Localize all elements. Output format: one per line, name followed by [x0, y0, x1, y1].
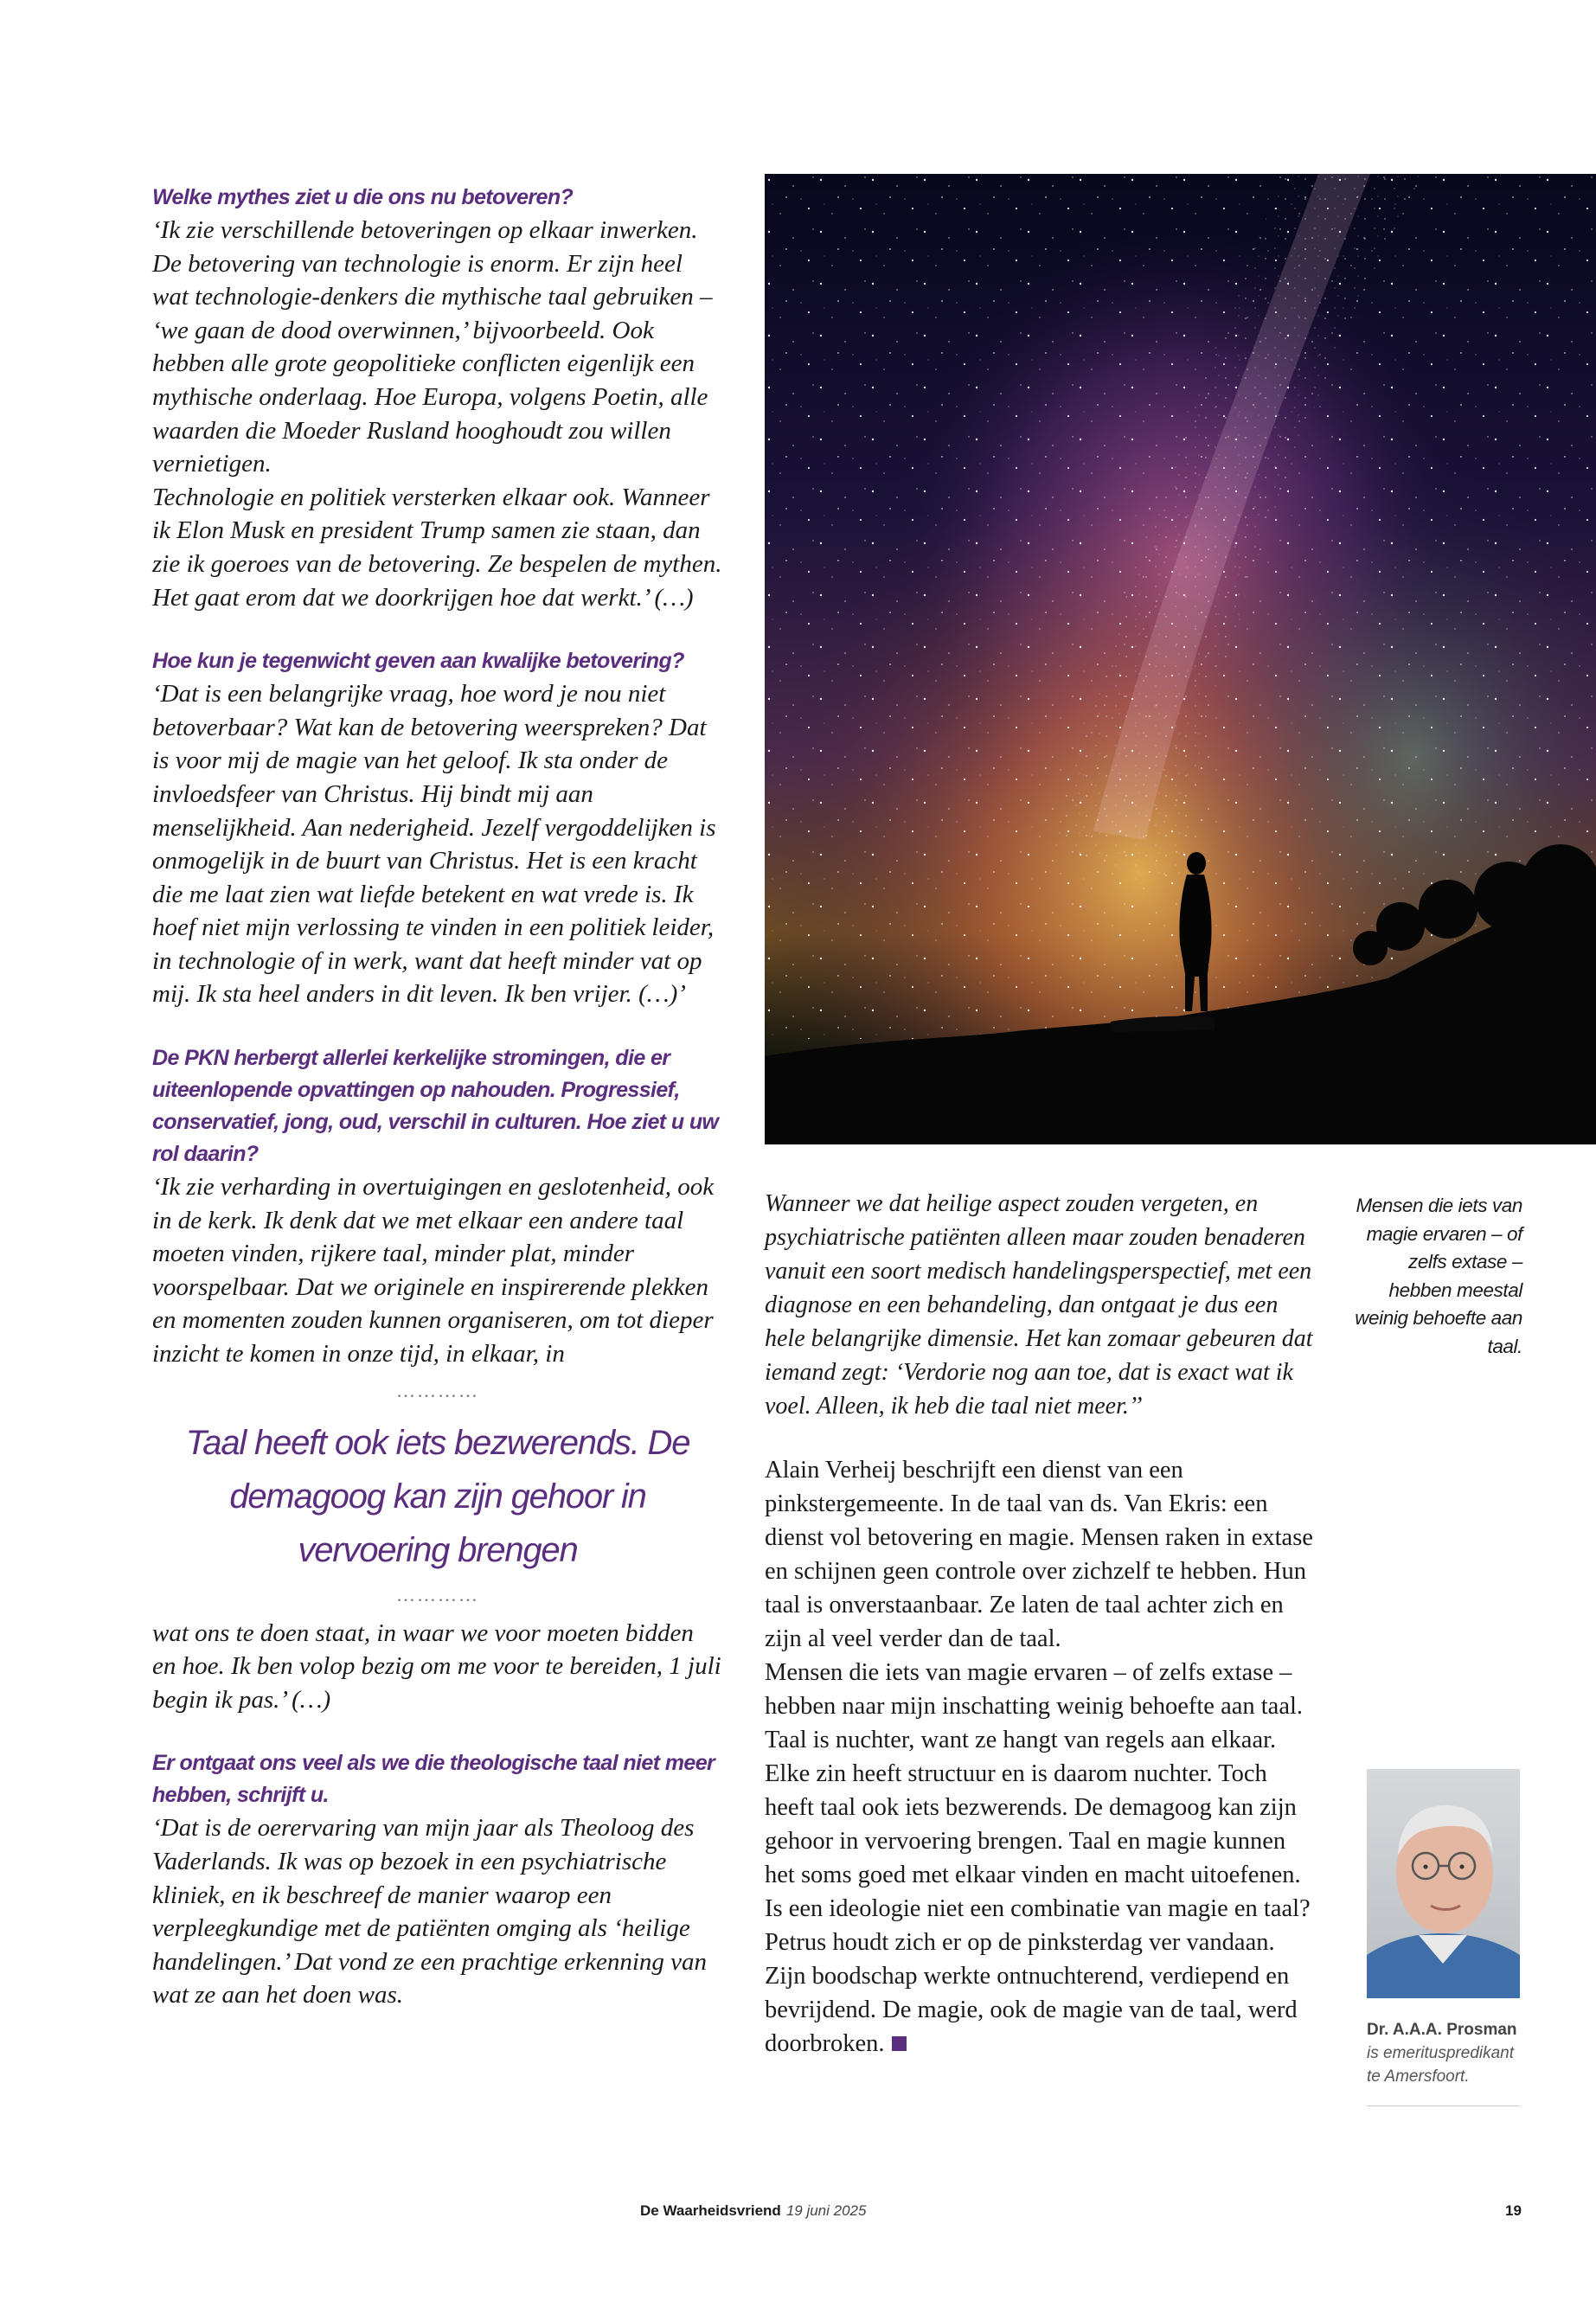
answer-3-continued: wat ons te doen staat, in waar we voor moeten bidden en hoe. Ik ben volop bezig om me voor te bereiden, 1 juli begin ik pas.’ (…): [152, 1618, 721, 1714]
author-portrait: [1367, 1769, 1520, 1998]
pull-quote-dots-top: …………: [396, 1379, 479, 1401]
footer-publication-line: [640, 2202, 866, 2220]
author-name: Dr. A.A.A. Prosman: [1367, 2021, 1517, 2039]
question-2: Hoe kun je tegenwicht geven aan kwalijke betovering?: [152, 649, 684, 674]
publication-date: 19 juni 2025: [785, 2202, 867, 2219]
milky-way-photo: [765, 174, 1596, 1144]
body-paragraph-1: Alain Verheij beschrijft een dienst van een pinkstergemeente. In de taal van ds. Van Ekris: een dienst vol betovering en magie. Mensen raken in extase en schijnen geen controle over zichzelf te hebben. Hun taal is onverstaanbaar. Ze laten de taal achter zich en zijn al veel verder dan de taal.: [765, 1457, 1313, 1652]
left-column: [152, 182, 723, 2012]
answer-2: ‘Dat is een belangrijke vraag, hoe word je nou niet betoverbaar? Wat kan de betovering weerspreken? Dat is voor mij de magie van het geloof. Ik sta onder de invloedsfeer van Christus. Hij bindt mij aan menselijkheid. Aan nederigheid. Jezelf vergoddelijken is onmogelijk in de buurt van Christus. Het is een kracht die me laat zien wat liefde betekent en wat vrede is. Ik hoef niet mijn verlossing te vinden in een politiek leider, in technologie of in werk, want dat heeft minder vat op mij. Ik sta heel anders in dit leven. Ik ben vrijer. (…)’: [152, 680, 716, 1009]
author-role: is emerituspredikant te Amersfoort.: [1367, 2044, 1515, 2086]
page-number: 19: [1505, 2202, 1522, 2219]
middle-column: [765, 1187, 1318, 2061]
body-paragraph-3-text: Petrus houdt zich er op de pinksterdag ver vandaan. Zijn boodschap werkte ontnuchterend, verdiepend en bevrijdend. De magie, ook de magie van de taal, werd doorbroken.: [765, 1929, 1298, 2057]
question-3: De PKN herbergt allerlei kerkelijke stromingen, die er uiteenlopende opvattingen op nahouden. Progressief, conservatief, jong, oud, verschil in culturen. Hoe ziet u uw rol daarin?: [152, 1046, 719, 1167]
answer-3: ‘Ik zie verharding in overtuigingen en geslotenheid, ook in de kerk. Ik denk dat we met elkaar een andere taal moeten vinden, rijkere taal, minder plat, minder voorspelbaar. Dat we originele en inspirerende plekken en momenten zouden kunnen organiseren, om tot dieper inzicht te komen in onze tijd, in elkaar, in: [152, 1173, 715, 1368]
answer-4: ‘Dat is de oerervaring van mijn jaar als Theoloog des Vaderlands. Ik was op bezoek in een psychiatrische kliniek, en ik beschreef de manier waarop een verpleegkundige met de patiënten omging als ‘heilige handelingen.’ Dat vond ze een prachtige erkenning van wat ze aan het doen was.: [152, 1814, 708, 2009]
question-4: Er ontgaat ons veel als we die theologische taal niet meer hebben, schrijft u.: [152, 1751, 715, 1808]
pull-quote: Taal heeft ook iets bezwerends. De demagoog kan zijn gehoor in vervoering brengen: [185, 1423, 690, 1569]
side-quote: Mensen die iets van magie ervaren – of zelfs extase – hebben meestal weinig behoefte aan taal.: [1355, 1195, 1522, 1357]
pull-quote-block: [152, 1381, 723, 1605]
end-of-article-mark: [892, 2036, 907, 2051]
body-paragraph-3: [765, 1926, 1318, 2061]
publication-name: De Waarheidsvriend: [640, 2202, 781, 2219]
answer-4-continued: Wanneer we dat heilige aspect zouden vergeten, en psychiatrische patiënten alleen maar zouden benaderen vanuit een soort medisch handelingsperspectief, met een diagnose en een behandeling, dan ontgaat je dus een hele belangrijke dimensie. Het kan zomaar gebeuren dat iemand zegt: ‘Verdorie nog aan toe, dat is exact wat ik voel. Alleen, ik heb die taal niet meer.’’: [765, 1190, 1313, 1420]
question-1: Welke mythes ziet u die ons nu betoveren?: [152, 185, 574, 209]
answer-1-continued: Technologie en politiek versterken elkaar ook. Wanneer ik Elon Musk en president Trump samen zie staan, dan zie ik goeroes van de betovering. Ze bespelen de mythen. Het gaat erom dat we doorkrijgen hoe dat werkt.’ (…): [152, 483, 722, 612]
body-paragraph-2: Mensen die iets van magie ervaren – of zelfs extase – hebben naar mijn inschatting weinig behoefte aan taal. Taal is nuchter, want ze hangt van regels aan elkaar. Elke zin heeft structuur en is daarom nuchter. Toch heeft taal ook iets bezwerends. De demagoog kan zijn gehoor in vervoering brengen. Taal en magie kunnen het soms goed met elkaar vinden en macht uitoefenen. Is een ideologie niet een combinatie van magie en taal?: [765, 1659, 1311, 1922]
author-caption: [1367, 2018, 1522, 2088]
pull-quote-dots-bottom: …………: [396, 1583, 479, 1606]
answer-1: ‘Ik zie verschillende betoveringen op elkaar inwerken. De betovering van technologie is enorm. Er zijn heel wat technologie-denkers die mythische taal gebruiken – ‘we gaan de dood overwinnen,’ bijvoorbeeld. Ook hebben alle grote geopolitieke conflicten eigenlijk een mythische onderlaag. Hoe Europa, volgens Poetin, alle waarden die Moeder Rusland hooghoudt zou willen vernietigen.: [152, 216, 713, 478]
